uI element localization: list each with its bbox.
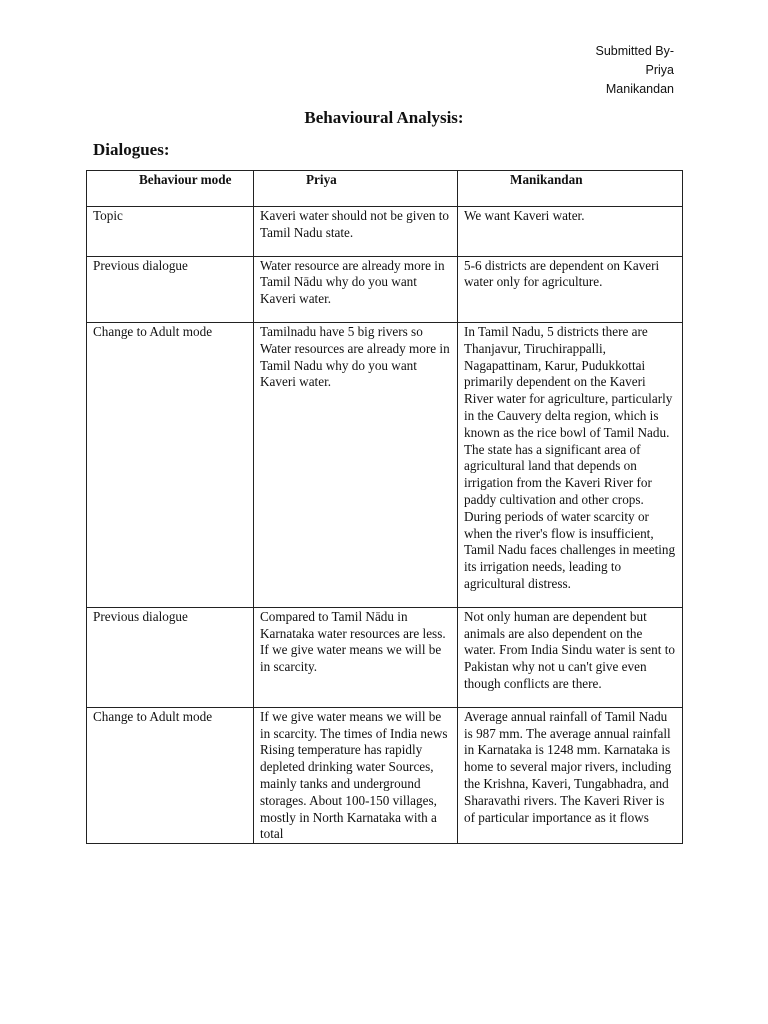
cell-priya: Kaveri water should not be given to Tamil Nadu state. bbox=[254, 207, 458, 257]
submitter-name-1: Priya bbox=[645, 63, 674, 77]
table-row bbox=[87, 607, 683, 707]
cell-mode: Previous dialogue bbox=[87, 607, 254, 707]
table-row bbox=[87, 322, 683, 607]
cell-priya: Tamilnadu have 5 big rivers so Water resources are already more in Tamil Nadu why do you want Kaveri water. bbox=[254, 322, 458, 607]
submitted-by-label: Submitted By- bbox=[595, 44, 674, 58]
cell-priya: If we give water means we will be in scarcity. The times of India news Rising temperature has rapidly depleted drinking water Sources, mainly tanks and underground storages. About 100-150 villages, mostly in North Karnataka with a total bbox=[254, 707, 458, 843]
cell-mode: Topic bbox=[87, 207, 254, 257]
dialogue-table bbox=[86, 170, 683, 844]
submitted-by-block bbox=[595, 42, 674, 99]
cell-priya: Water resource are already more in Tamil Nādu why do you want Kaveri water. bbox=[254, 256, 458, 322]
cell-manikandan: In Tamil Nadu, 5 districts there are Thanjavur, Tiruchirappalli, Nagapattinam, Karur, Pudukkottai primarily dependent on the Kaveri River water for agriculture, particularly in the Cauvery delta region, which is known as the rice bowl of Tamil Nadu. The state has a significant area of agricultural land that depends on irrigation from the Kaveri River for paddy cultivation and other crops. During periods of water scarcity or when the river's flow is insufficient, Tamil Nadu faces challenges in meeting its irrigation needs, leading to agricultural distress. bbox=[458, 322, 683, 607]
cell-mode: Change to Adult mode bbox=[87, 322, 254, 607]
cell-manikandan: 5-6 districts are dependent on Kaveri water only for agriculture. bbox=[458, 256, 683, 322]
cell-priya: Compared to Tamil Nādu in Karnataka water resources are less. If we give water means we will be in scarcity. bbox=[254, 607, 458, 707]
cell-manikandan: Average annual rainfall of Tamil Nadu is 987 mm. The average annual rainfall in Karnataka is 1248 mm. Karnataka is home to several major rivers, including the Krishna, Kaveri, Tungabhadra, and Sharavathi rivers. The Kaveri River is of particular importance as it flows bbox=[458, 707, 683, 843]
cell-manikandan: We want Kaveri water. bbox=[458, 207, 683, 257]
header-behaviour-mode: Behaviour mode bbox=[87, 171, 254, 207]
submitter-name-2: Manikandan bbox=[605, 82, 674, 96]
cell-mode: Previous dialogue bbox=[87, 256, 254, 322]
cell-mode: Change to Adult mode bbox=[87, 707, 254, 843]
table-row bbox=[87, 707, 683, 843]
header-manikandan: Manikandan bbox=[458, 171, 683, 207]
section-heading: Dialogues: bbox=[93, 140, 170, 159]
table-row bbox=[87, 256, 683, 322]
header-priya: Priya bbox=[254, 171, 458, 207]
cell-manikandan: Not only human are dependent but animals are also dependent on the water. From India Sindu water is sent to Pakistan why not u can't give even though conflicts are there. bbox=[458, 607, 683, 707]
table-header-row bbox=[87, 171, 683, 207]
table-row bbox=[87, 207, 683, 257]
document-title: Behavioural Analysis: bbox=[304, 108, 464, 127]
